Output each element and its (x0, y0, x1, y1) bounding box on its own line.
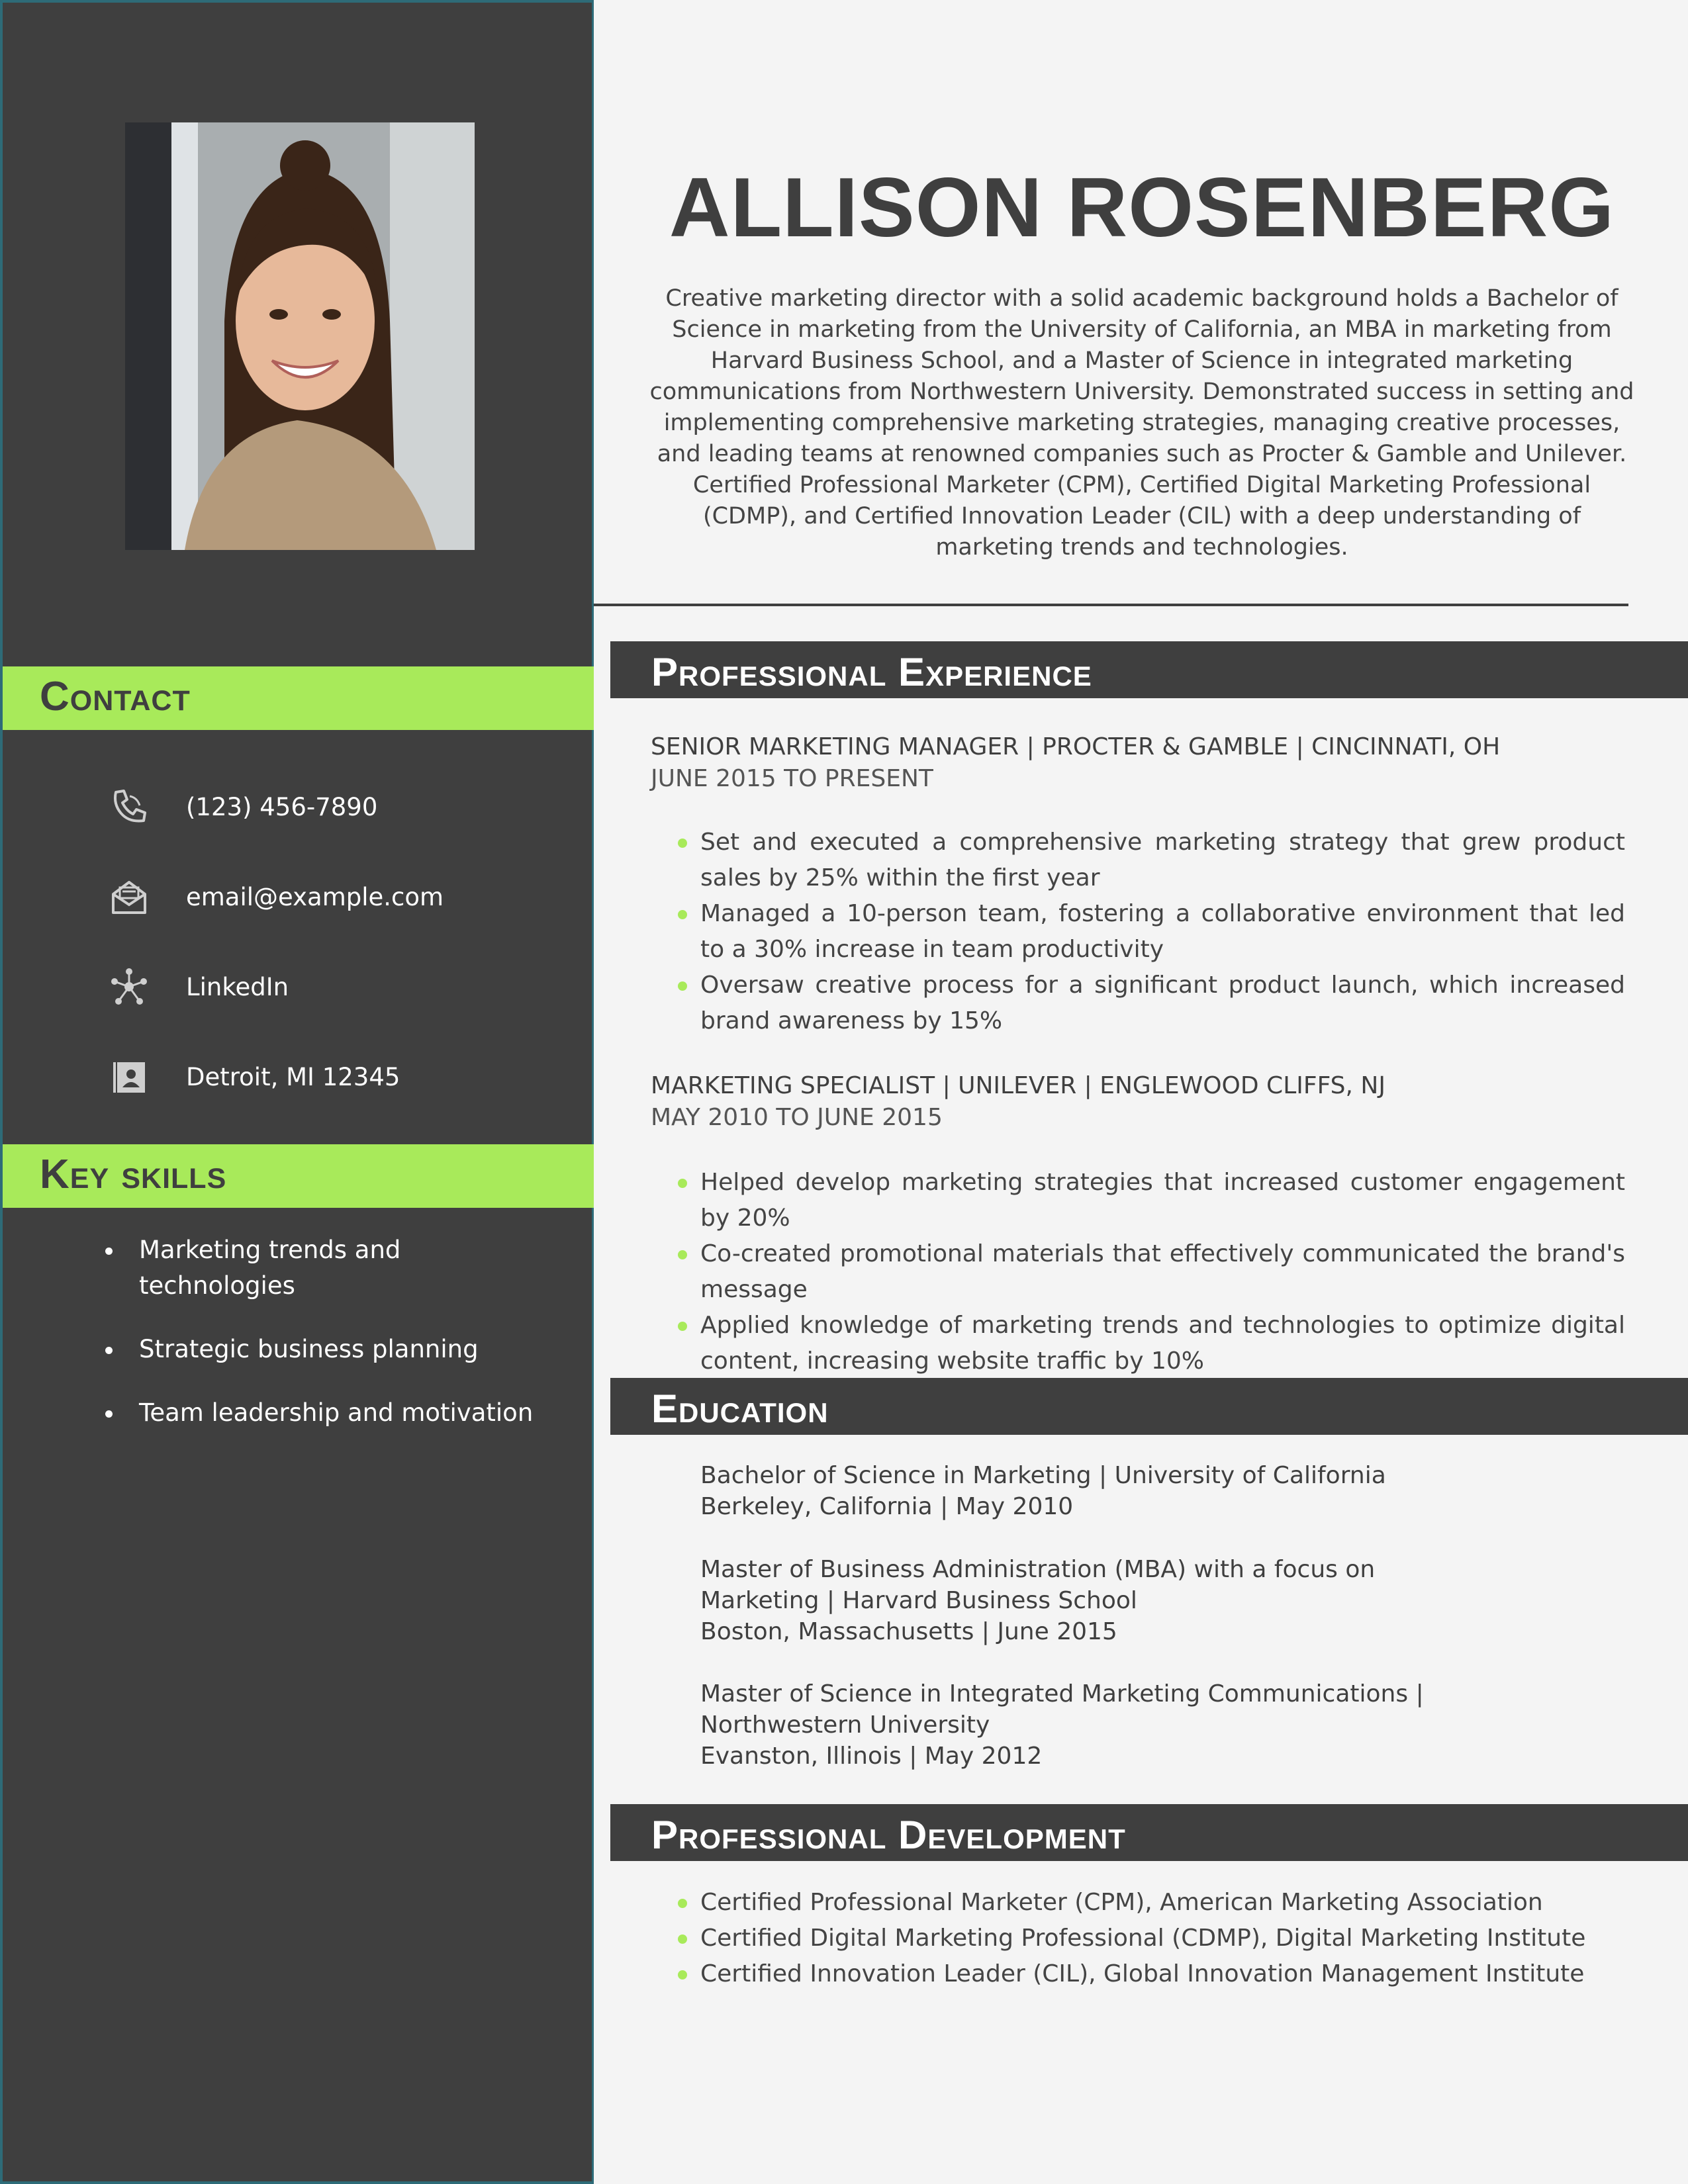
degree: Master of Science in Integrated Marketing Communications | Northwestern University (700, 1680, 1424, 1739)
degree: Bachelor of Science in Marketing | University of California (700, 1462, 1386, 1489)
experience-heading-bar (610, 641, 1688, 698)
degree: Master of Business Administration (MBA) with a focus on Marketing | Harvard Business School (700, 1556, 1376, 1614)
profile-summary: Creative marketing director with a solid academic background holds a Bachelor of Science in marketing from the University of California, an MBA in marketing from Harvard Business School, and a Master of Science in integrated marketing communications from Northwestern University. Demonstrated success in setting and implementing comprehensive marketing strategies, managing creative processes, and leading teams at renowned companies such as Procter & Gamble and Unilever. Certified Professional Marketer (CPM), Certified Digital Marketing Professional (CDMP), and Certified Innovation Leader (CIL) with a deep understanding of marketing trends and technologies. (649, 285, 1634, 561)
job-bullet: Applied knowledge of marketing trends and technologies to optimize digital content, increasing website traffic by 10% (677, 1308, 1625, 1379)
education-entry (700, 1460, 1640, 1522)
skill-item: Strategic business planning (102, 1332, 565, 1367)
certification-item: Certified Innovation Leader (CIL), Global Innovation Management Institute (677, 1956, 1625, 1992)
linkedin-link[interactable]: LinkedIn (186, 972, 289, 1001)
address-book-icon (109, 1056, 150, 1097)
job-bullet: Helped develop marketing strategies that increased customer engagement by 20% (677, 1165, 1625, 1236)
job-bullet: Set and executed a comprehensive marketing strategy that grew product sales by 25% within the first year (677, 825, 1625, 896)
address-text: Detroit, MI 12345 (186, 1062, 400, 1091)
network-icon (109, 966, 150, 1007)
education-entry (700, 1554, 1495, 1647)
development-list (677, 1885, 1625, 1992)
certification-item: Certified Professional Marketer (CPM), American Marketing Association (677, 1885, 1625, 1921)
experience-heading: Professional Experience (651, 650, 1092, 694)
development-heading-bar (610, 1804, 1688, 1861)
contact-phone[interactable] (109, 784, 378, 830)
job-bullet: Managed a 10-person team, fostering a collaborative environment that led to a 30% increase in team productivity (677, 896, 1625, 968)
candidate-name: ALLISON ROSENBERG (669, 160, 1615, 254)
profile-photo (125, 122, 475, 550)
sidebar (0, 0, 594, 2184)
job-title: SENIOR MARKETING MANAGER | PROCTER & GAMBLE | CINCINNATI, OH (651, 733, 1501, 760)
location-date: Evanston, Illinois | May 2012 (700, 1743, 1043, 1770)
development-heading: Professional Development (651, 1813, 1126, 1857)
email-address: email@example.com (186, 882, 444, 911)
skills-heading: Key skills (40, 1152, 227, 1197)
contact-address (109, 1054, 400, 1100)
job-bullet: Oversaw creative process for a significant product launch, which increased brand awareness by 15% (677, 968, 1625, 1039)
education-entry (700, 1678, 1574, 1772)
job-bullet: Co-created promotional materials that effectively communicated the brand's message (677, 1236, 1625, 1308)
education-heading: Education (651, 1387, 829, 1431)
location-date: Berkeley, California | May 2010 (700, 1493, 1074, 1520)
job-title: MARKETING SPECIALIST | UNILEVER | ENGLEWOOD CLIFFS, NJ (651, 1072, 1385, 1099)
contact-heading: Contact (40, 674, 191, 719)
profile-photo-image (125, 122, 475, 550)
skill-item: Team leadership and motivation (102, 1395, 565, 1431)
job-dates: JUNE 2015 TO PRESENT (651, 765, 933, 792)
skill-item: Marketing trends and technologies (102, 1232, 446, 1304)
contact-heading-bar (3, 666, 594, 730)
education-heading-bar (610, 1378, 1688, 1435)
job-bullets (677, 825, 1625, 1039)
skills-list (102, 1232, 565, 1459)
skills-heading-bar (3, 1144, 594, 1208)
phone-number: (123) 456-7890 (186, 792, 378, 821)
contact-linkedin[interactable] (109, 964, 289, 1010)
phone-icon (109, 786, 150, 827)
certification-item: Certified Digital Marketing Professional (CDMP), Digital Marketing Institute (677, 1921, 1625, 1956)
location-date: Boston, Massachusetts | June 2015 (700, 1618, 1117, 1645)
header-divider (594, 604, 1628, 606)
email-icon (109, 876, 150, 917)
job-bullets (677, 1165, 1625, 1379)
job-dates: MAY 2010 TO JUNE 2015 (651, 1104, 943, 1131)
contact-email[interactable] (109, 874, 444, 920)
